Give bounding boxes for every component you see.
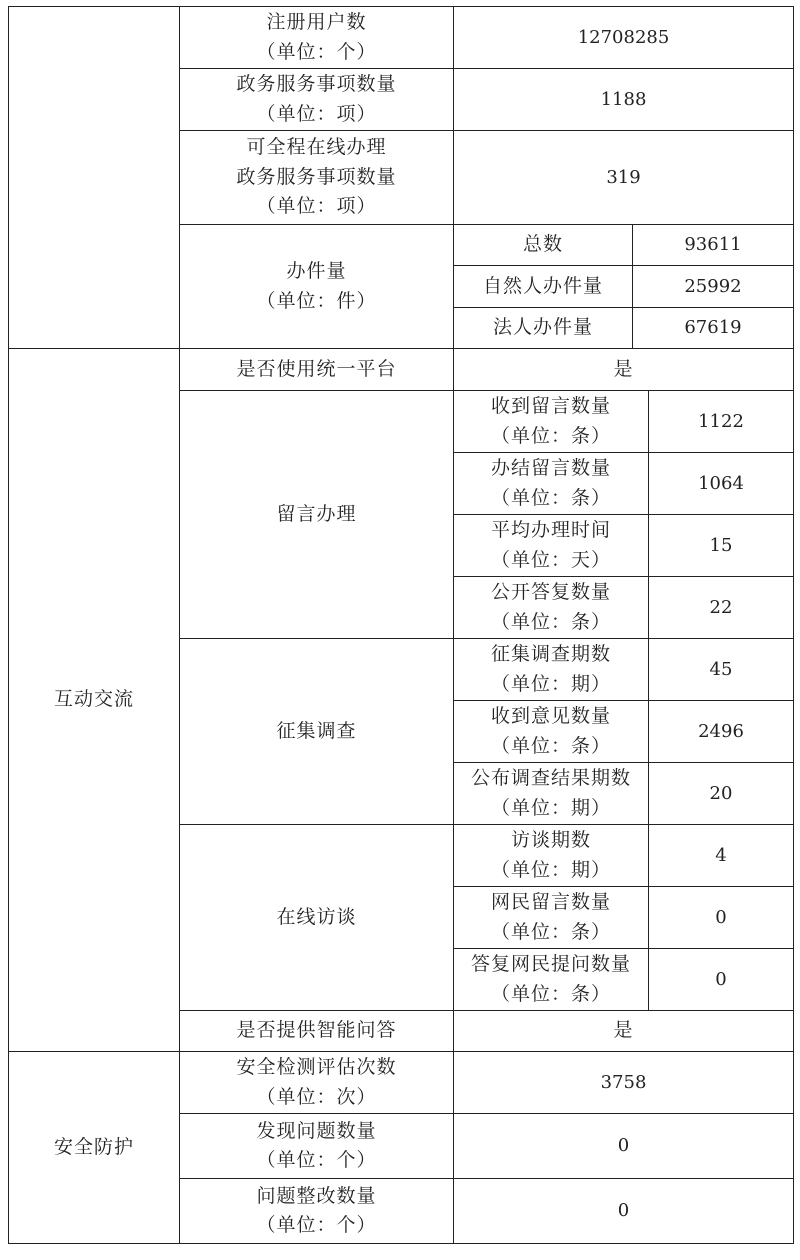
msg-received-value <box>648 390 794 453</box>
item-label: 注册用户数 <box>266 11 367 34</box>
issues-fixed-value <box>453 1178 794 1244</box>
unified-platform-value <box>453 348 794 391</box>
interview-replies-value <box>648 948 794 1011</box>
sub-label: 办结留言数量 <box>490 457 611 480</box>
item-label: 留言办理 <box>276 502 357 525</box>
value-text: 15 <box>709 534 733 556</box>
value-text: 67619 <box>684 317 742 339</box>
sub-unit: （单位：期） <box>490 672 611 695</box>
msg-avg-time-value <box>648 514 794 577</box>
sub-unit: （单位：期） <box>490 858 611 881</box>
section-security <box>8 1051 180 1244</box>
message-handling-label <box>179 390 454 639</box>
cases-total-label <box>453 224 633 266</box>
item-unit: （单位：个） <box>256 1149 377 1171</box>
section-interaction <box>8 348 180 1052</box>
cases-label <box>179 224 454 349</box>
interview-replies-label <box>453 948 649 1011</box>
msg-avg-time-label <box>453 514 649 577</box>
sub-label: 访谈期数 <box>510 829 591 852</box>
value-text: 93611 <box>684 234 742 256</box>
sub-unit: （单位：条） <box>490 734 611 757</box>
value-text: 3758 <box>600 1071 647 1093</box>
sub-label: 平均办理时间 <box>490 519 611 542</box>
sub-unit: （单位：天） <box>490 548 611 571</box>
item-unit: （单位：件） <box>256 289 377 312</box>
item-label: 安全检测评估次数 <box>236 1056 397 1079</box>
sub-unit: （单位：条） <box>490 486 611 509</box>
sub-unit: （单位：期） <box>490 796 611 819</box>
survey-opinions-label <box>453 700 649 763</box>
cases-legal-value <box>632 307 794 349</box>
msg-public-label <box>453 576 649 639</box>
unified-platform-label <box>179 348 454 391</box>
value-text: 0 <box>715 906 727 928</box>
value-text: 319 <box>606 166 641 188</box>
issues-fixed-label <box>179 1178 454 1244</box>
value-text: 4 <box>715 844 727 866</box>
item-label: 政务服务事项数量 <box>236 165 397 188</box>
survey-results-value <box>648 762 794 825</box>
value-text: 0 <box>617 1200 630 1222</box>
msg-closed-label <box>453 452 649 515</box>
interview-periods-value <box>648 824 794 887</box>
msg-received-label <box>453 390 649 453</box>
value-text: 1122 <box>698 410 744 432</box>
item-unit: （单位：次） <box>256 1085 377 1108</box>
survey-periods-label <box>453 638 649 701</box>
msg-public-value <box>648 576 794 639</box>
online-items-label <box>179 130 454 225</box>
sub-label: 公布调查结果期数 <box>470 767 631 790</box>
smart-qa-value <box>453 1010 794 1052</box>
value-text: 是 <box>613 357 634 380</box>
sub-label: 自然人办件量 <box>482 274 603 297</box>
item-label: 办件量 <box>286 260 347 283</box>
cases-natural-label <box>453 265 633 308</box>
item-label: 是否使用统一平台 <box>236 357 397 380</box>
issues-found-value <box>453 1113 794 1179</box>
msg-closed-value <box>648 452 794 515</box>
security-checks-value <box>453 1051 794 1114</box>
survey-periods-value <box>648 638 794 701</box>
cases-total-value <box>632 224 794 266</box>
survey-label <box>179 638 454 825</box>
section-label: 安全防护 <box>53 1135 134 1158</box>
value-text: 1064 <box>698 472 744 494</box>
smart-qa-label <box>179 1010 454 1052</box>
survey-results-label <box>453 762 649 825</box>
value-text: 是 <box>613 1019 634 1042</box>
value-text: 12708285 <box>577 26 670 48</box>
item-label: 政务服务事项数量 <box>236 73 397 96</box>
sub-label: 网民留言数量 <box>490 891 611 914</box>
interview-periods-label <box>453 824 649 887</box>
security-checks-label <box>179 1051 454 1114</box>
item-label: 发现问题数量 <box>256 1119 377 1142</box>
section-top-blank <box>8 6 180 349</box>
cases-legal-label <box>453 307 633 349</box>
cases-natural-value <box>632 265 794 308</box>
section-label: 互动交流 <box>53 688 134 711</box>
value-text: 45 <box>709 658 733 680</box>
item-label: 问题整改数量 <box>256 1184 377 1207</box>
item-unit: （单位：项） <box>256 195 377 218</box>
sub-unit: （单位：条） <box>490 610 611 633</box>
sub-label: 总数 <box>522 233 563 256</box>
item-label: 可全程在线办理 <box>246 136 387 159</box>
value-text: 25992 <box>684 275 742 297</box>
value-text: 22 <box>709 596 733 618</box>
item-unit: （单位：个） <box>256 40 377 63</box>
item-unit: （单位：项） <box>256 102 377 125</box>
item-label: 在线访谈 <box>276 905 357 928</box>
interview-messages-value <box>648 886 794 949</box>
item-unit: （单位：个） <box>256 1214 377 1236</box>
sub-unit: （单位：条） <box>490 424 611 447</box>
registered-users-value <box>453 6 794 69</box>
interview-messages-label <box>453 886 649 949</box>
interview-label <box>179 824 454 1011</box>
registered-users-label <box>179 6 454 69</box>
item-label: 征集调查 <box>276 719 357 742</box>
survey-opinions-value <box>648 700 794 763</box>
sub-label: 公开答复数量 <box>490 581 611 604</box>
online-items-value <box>453 130 794 225</box>
sub-label: 法人办件量 <box>492 316 593 339</box>
value-text: 20 <box>709 782 733 804</box>
sub-label: 征集调查期数 <box>490 643 611 666</box>
item-label: 是否提供智能问答 <box>236 1019 397 1042</box>
sub-label: 收到意见数量 <box>490 705 611 728</box>
service-items-value <box>453 68 794 131</box>
value-text: 0 <box>715 968 727 990</box>
service-items-label <box>179 68 454 131</box>
sub-label: 答复网民提问数量 <box>470 953 631 976</box>
value-text: 2496 <box>698 720 744 742</box>
value-text: 1188 <box>600 88 647 110</box>
sub-unit: （单位：条） <box>490 982 611 1005</box>
issues-found-label <box>179 1113 454 1179</box>
value-text: 0 <box>617 1135 630 1157</box>
sub-label: 收到留言数量 <box>490 395 611 418</box>
sub-unit: （单位：条） <box>490 920 611 943</box>
